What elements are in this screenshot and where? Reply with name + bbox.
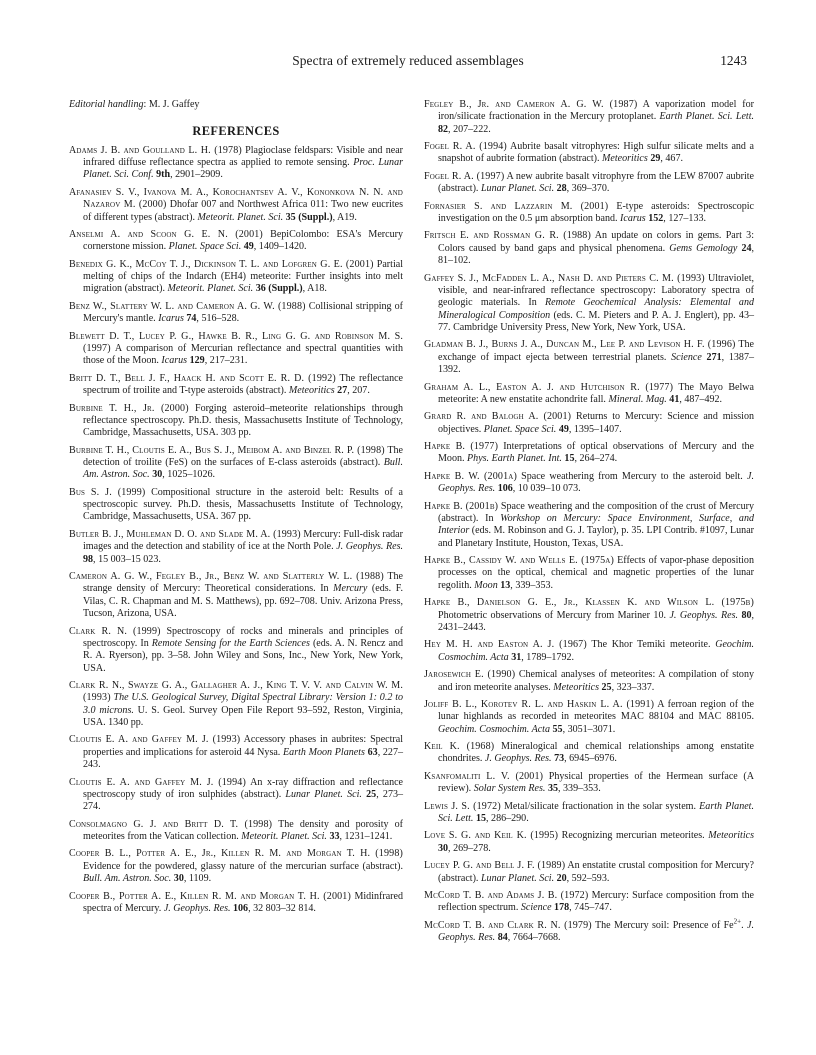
reference-pages: , 1109. bbox=[183, 873, 212, 885]
reference-entry bbox=[424, 273, 754, 335]
reference-title: Recognizing mercurian meteorites. bbox=[558, 830, 709, 842]
reference-title: Dhofar 007 and Northwest Africa 011: Two new eucrites of different types (abstract). bbox=[83, 199, 403, 223]
reference-volume: 74 bbox=[183, 313, 197, 325]
reference-pages: , 286–290. bbox=[486, 812, 529, 824]
reference-pages: , 7664–7668. bbox=[507, 932, 561, 944]
reference-title: Compositional structure in the asteroid belt: Results of a spectroscopic survey. Ph.D. thesis, Massachusetts Institute of Technology, Cambridge, Massachusetts, USA. 367 pp. bbox=[83, 486, 404, 523]
reference-title: Mercury: Full-disk radar images and the detection and stability of ice at the North Pole. bbox=[83, 528, 403, 553]
reference-entry bbox=[69, 680, 403, 729]
reference-journal: Solar System Res. bbox=[473, 783, 546, 795]
reference-journal: J. Geophys. Res. bbox=[163, 902, 231, 914]
reference-journal: Lunar Planet. Sci. bbox=[285, 788, 362, 800]
editorial-handling: Editorial handling: M. J. Gaffey bbox=[69, 99, 200, 110]
reference-title: The Mayo Belwa meteorite: A new enstatite achondrite fall. bbox=[438, 381, 754, 405]
reference-pages: , 323–337. bbox=[611, 681, 655, 693]
reference-authors: Anselmi A. and Scoon G. E. N. (2001) bbox=[69, 228, 263, 240]
reference-title: The exchange of impact ejecta between terrestrial planets. bbox=[438, 339, 754, 363]
reference-entry bbox=[69, 819, 403, 844]
reference-pages: , 339–353. bbox=[510, 579, 553, 591]
reference-entry bbox=[69, 373, 403, 398]
reference-title: Evidence for the powdered, glassy nature of the mercurian surface (abstract). bbox=[83, 860, 403, 872]
reference-list-right bbox=[424, 99, 754, 944]
reference-pages: , 369–370. bbox=[566, 183, 610, 195]
reference-volume: 30 bbox=[149, 469, 163, 481]
reference-volume: 24 bbox=[737, 242, 752, 254]
reference-title: Partial melting of chips of the Indarch (EH4) meteorite: Further insights into melt migration (abstract). bbox=[83, 258, 403, 295]
reference-entry bbox=[424, 860, 754, 885]
reference-authors: Benz W., Slattery W. L. and Cameron A. G. W. (1988) bbox=[69, 300, 306, 312]
reference-entry bbox=[424, 669, 754, 694]
reference-authors: Keil K. (1968) bbox=[424, 741, 495, 753]
reference-authors: Fegley B., Jr. and Cameron A. G. W. (1987) bbox=[424, 99, 638, 110]
reference-volume: 15 bbox=[561, 453, 575, 465]
reference-authors: Hapke B. W. (2001a) bbox=[424, 470, 517, 482]
editorial-role: Editorial handling bbox=[69, 99, 144, 110]
reference-entry bbox=[424, 830, 754, 855]
reference-volume: 25 bbox=[599, 681, 612, 693]
reference-volume: 35 bbox=[545, 783, 558, 795]
editorial-name: M. J. Gaffey bbox=[148, 99, 200, 110]
reference-journal: Lunar Planet. Sci. bbox=[480, 872, 555, 884]
reference-authors: Joliff B. L., Korotev R. L. and Haskin L. A. (1991) bbox=[424, 698, 655, 710]
reference-title: Plagioclase feldspars: Visible and near infrared diffuse reflectance spectra as applied to remote sensing. bbox=[83, 144, 403, 169]
reference-authors: Fornasier S. and Lazzarin M. (2001) bbox=[424, 200, 609, 212]
reference-journal: Meteoritics bbox=[288, 385, 335, 397]
reference-entry bbox=[424, 699, 754, 736]
reference-authors: Cameron A. G. W., Fegley B., Jr., Benz W. and Slatterly W. L. (1988) bbox=[69, 571, 384, 583]
reference-authors: Hapke B. (2001b) bbox=[424, 500, 499, 512]
reference-authors: Blewett D. T., Lucey P. G., Hawke B. R., Ling G. G. and Robinson M. S. (1997) bbox=[69, 330, 403, 354]
reference-title: Physical properties of the Hermean surface (A review). bbox=[438, 770, 754, 795]
reference-authors: Clark R. N. (1999) bbox=[69, 625, 161, 637]
reference-journal: Moon bbox=[474, 579, 498, 591]
reference-title: A vaporization model for iron/silicate fractionation in the Mercury protoplanet. bbox=[438, 99, 754, 123]
reference-title: Aubrite basalt vitrophyres: High sulfur silicate melts and a snapshot of aubrite formation (abstract). bbox=[438, 141, 755, 165]
reference-entry bbox=[424, 917, 754, 945]
reference-authors: Ksanfomaliti L. V. (2001) bbox=[424, 770, 544, 782]
page-number: 1243 bbox=[720, 53, 747, 68]
reference-journal: J. Geophys. Res. bbox=[484, 753, 552, 765]
reference-entry bbox=[424, 501, 754, 550]
reference-pages: , 15 003–15 023. bbox=[93, 553, 161, 565]
reference-pages: , 1387–1392. bbox=[438, 351, 755, 376]
reference-authors: Burbine T. H., Jr. (2000) bbox=[69, 402, 189, 414]
reference-entry bbox=[69, 145, 403, 182]
reference-authors: Jarosewich E. (1990) bbox=[424, 669, 516, 681]
reference-title: The density and porosity of meteorites from the Vatican collection. bbox=[83, 818, 403, 843]
reference-journal: J. Geophys. Res. bbox=[336, 541, 403, 553]
reference-authors: Fogel R. A. (1997) bbox=[424, 170, 505, 182]
reference-title: Chemical analyses of meteorites: A compilation of stony and iron meteorite analyses. bbox=[438, 669, 754, 693]
reference-title: Interpretations of optical observations of Mercury and the Moon. bbox=[438, 441, 754, 465]
reference-authors: Gladman B. J., Burns J. A., Duncan M., Lee P. and Levison H. F. (1996) bbox=[424, 339, 736, 351]
reference-journal: Workshop on Mercury: Space Environment, Surface, and Interior bbox=[438, 513, 755, 537]
reference-authors: Afanasiev S. V., Ivanova M. A., Korochantsev A. V., Kononkova N. N. and Nazarov M. (2000) bbox=[69, 186, 403, 211]
reference-volume: 20 bbox=[554, 872, 567, 884]
reference-entry bbox=[424, 890, 754, 915]
running-header bbox=[0, 53, 816, 73]
reference-title: Collisional stripping of Mercury's mantle. bbox=[83, 300, 403, 325]
reference-journal: Meteoritics bbox=[708, 830, 754, 842]
reference-journal: Proc. Lunar Planet. Sci. Conf. bbox=[83, 157, 403, 181]
reference-authors: Love S. G. and Keil K. (1995) bbox=[424, 830, 559, 842]
reference-journal: Earth Moon Planets bbox=[283, 746, 365, 758]
reference-entry bbox=[69, 301, 403, 326]
reference-journal: J. Geophys. Res. bbox=[438, 470, 754, 495]
reference-authors: Benedix G. K., McCoy T. J., Dickinson T. L. and Lofgren G. E. (2001) bbox=[69, 258, 374, 270]
reference-authors: Adams J. B. and Goulland L. H. (1978) bbox=[69, 144, 242, 156]
reference-pages: , 273–274. bbox=[83, 788, 404, 813]
reference-journal: Meteorit. Planet. Sci. bbox=[241, 831, 327, 843]
reference-title: Midinfrared spectra of Mercury. bbox=[83, 890, 403, 914]
reference-title: Effects of vapor-phase deposition processes on the optical, chemical and magnetic properties of the lunar regolith. bbox=[438, 555, 754, 591]
reference-title: Spectroscopy of rocks and minerals and principles of spectroscopy. In bbox=[83, 625, 403, 649]
reference-authors: Britt D. T., Bell J. F., Haack H. and Scott E. R. D. (1992) bbox=[69, 372, 336, 384]
reference-journal: Planet. Space Sci. bbox=[168, 241, 242, 253]
reference-volume: 80 bbox=[738, 609, 752, 621]
reference-volume: 31 bbox=[508, 651, 522, 663]
reference-journal: Science bbox=[520, 902, 552, 914]
reference-pages: , 127–133. bbox=[663, 213, 706, 225]
reference-pages: , 467. bbox=[660, 153, 683, 165]
reference-entry bbox=[424, 771, 754, 796]
reference-volume: 63 bbox=[364, 746, 378, 758]
reference-entry bbox=[424, 441, 754, 466]
reference-journal: Icarus bbox=[620, 213, 646, 225]
reference-entry bbox=[69, 529, 403, 566]
reference-volume: 98 bbox=[83, 553, 94, 565]
reference-journal: Phys. Earth Planet. Int. bbox=[467, 453, 562, 465]
references-heading: REFERENCES bbox=[192, 124, 280, 139]
reference-volume: 49 bbox=[241, 241, 254, 253]
reference-authors: Cloutis E. A. and Gaffey M. J. (1994) bbox=[69, 776, 246, 788]
reference-entry bbox=[69, 445, 403, 482]
reference-volume: 49 bbox=[556, 423, 569, 435]
reference-volume: 36 (Suppl.) bbox=[253, 283, 303, 295]
reference-entry bbox=[424, 230, 754, 267]
reference-authors: Butler B. J., Muhleman D. O. and Slade M. A. (1993) bbox=[69, 528, 301, 540]
reference-authors: Fritsch E. and Rossman G. R. (1988) bbox=[424, 230, 591, 242]
reference-journal: Remote Geochemical Analysis: Elemental and Mineralogical Composition bbox=[438, 297, 754, 321]
reference-entry bbox=[424, 171, 754, 196]
reference-authors: Clark R. N., Swayze G. A., Gallagher A. J., King T. V. V. and Calvin W. M. (1993) bbox=[69, 679, 403, 704]
reference-pages: , 6945–6976. bbox=[564, 753, 617, 765]
reference-entry bbox=[424, 801, 754, 826]
reference-entry bbox=[69, 403, 403, 440]
reference-volume: 73 bbox=[551, 753, 565, 765]
reference-entry bbox=[69, 229, 403, 254]
reference-authors: Hapke B., Cassidy W. and Wells E. (1975a) bbox=[424, 555, 614, 567]
reference-journal: J. Geophys. Res. bbox=[669, 609, 738, 621]
running-title: Spectra of extremely reduced assemblages bbox=[292, 53, 524, 68]
right-column bbox=[424, 99, 754, 950]
reference-pages: , 207–222. bbox=[448, 123, 491, 135]
reference-title: Mineralogical and chemical relationships among enstatite chondrites. bbox=[438, 741, 754, 765]
reference-journal: Bull. Am. Astron. Soc. bbox=[83, 457, 403, 481]
reference-volume: 129 bbox=[187, 355, 205, 367]
reference-authors: Grard R. and Balogh A. (2001) bbox=[424, 411, 572, 423]
reference-volume: 106 bbox=[230, 902, 249, 914]
reference-title: Photometric observations of Mercury from Mariner 10. bbox=[438, 609, 670, 621]
reference-pages: , 339–353. bbox=[558, 783, 601, 795]
reference-volume: 271 bbox=[701, 351, 722, 363]
reference-entry bbox=[69, 734, 403, 771]
reference-volume: 84 bbox=[495, 932, 508, 944]
reference-authors: Lewis J. S. (1972) bbox=[424, 800, 501, 812]
reference-journal: The U.S. Geological Survey, Digital Spectral Library: Version 1: 0.2 to 3.0 microns. bbox=[83, 692, 404, 716]
reference-entry bbox=[69, 626, 403, 675]
reference-authors: Burbine T. H., Cloutis E. A., Bus S. J., Meibom A. and Binzel R. P. (1998) bbox=[69, 444, 385, 456]
reference-volume: 55 bbox=[550, 723, 563, 735]
reference-list-left bbox=[69, 145, 403, 916]
reference-volume: 15 bbox=[473, 812, 487, 824]
reference-authors: Bus S. J. (1999) bbox=[69, 486, 146, 498]
reference-journal: Meteorit. Planet. Sci. bbox=[167, 283, 254, 295]
reference-authors: Consolmagno G. J. and Britt D. T. (1998) bbox=[69, 818, 273, 830]
reference-pages: , 10 039–10 073. bbox=[512, 483, 581, 495]
reference-title: The Khor Temiki meteorite. bbox=[586, 639, 716, 651]
reference-entry bbox=[424, 555, 754, 592]
reference-pages: , 516–528. bbox=[196, 313, 240, 325]
reference-title: The detection of troilite (FeS) on the surfaces of E-class asteroids (abstract). bbox=[83, 444, 403, 468]
reference-pages: , 2431–2443. bbox=[438, 609, 755, 633]
reference-volume: 25 bbox=[361, 788, 377, 800]
reference-pages: , 1409–1420. bbox=[253, 241, 307, 253]
reference-entry bbox=[69, 331, 403, 368]
reference-authors: Cooper B., Potter A. E., Killen R. M. and Morgan T. H. (2001) bbox=[69, 890, 351, 902]
reference-journal: Icarus bbox=[158, 313, 184, 325]
reference-title: The reflectance spectrum of troilite and T-type asteroids (abstract). bbox=[83, 372, 404, 397]
reference-pages: (eds. M. Robinson and G. J. Taylor), p. 35. LPI Contrib. #1097, Lunar and Planetary Institute, Houston, Texas, USA. bbox=[438, 525, 754, 549]
reference-title: A new aubrite basalt vitrophyre from the LEW 87007 aubrite (abstract). bbox=[438, 170, 754, 195]
reference-title: An enstatite crustal composition for Mercury? (abstract). bbox=[438, 860, 754, 884]
reference-authors: McCord T. B. and Adams J. B. (1972) bbox=[424, 889, 589, 901]
reference-pages: , 227–243. bbox=[83, 746, 404, 771]
reference-volume: 35 (Suppl.) bbox=[283, 211, 333, 223]
reference-title: E-type asteroids: Spectroscopic investigation on the 0.5 μm absorption band. bbox=[438, 200, 754, 225]
reference-authors: Hapke B., Danielson G. E., Jr., Klassen K. and Wilson L. (1975b) bbox=[424, 597, 754, 609]
reference-entry bbox=[424, 741, 754, 766]
reference-pages: , 745–747. bbox=[569, 902, 612, 914]
reference-title: The strange density of Mercury: Theoretical considerations. In bbox=[83, 571, 403, 595]
reference-pages: , 1395–1407. bbox=[568, 423, 622, 435]
reference-entry bbox=[424, 99, 754, 136]
reference-title: BepiColombo: ESA's Mercury cornerstone mission. bbox=[83, 228, 403, 253]
reference-journal: Earth Planet. Sci. Lett. bbox=[438, 800, 754, 824]
reference-pages: , 32 803–32 814. bbox=[248, 902, 316, 914]
reference-pages: (eds. A. N. Rencz and R. A. Ryerson), pp. 3–58. John Wiley and Sons, Inc., New York, New York, USA. bbox=[83, 637, 403, 674]
reference-pages: , 3051–3071. bbox=[562, 723, 616, 735]
reference-title: An update on colors in gems. Part 3: Colors caused by band gaps and physical phenomena. bbox=[438, 230, 755, 254]
reference-journal: J. Geophys. Res. bbox=[438, 919, 754, 944]
reference-pages: , 207. bbox=[347, 385, 370, 397]
reference-authors: Hapke B. (1977) bbox=[424, 441, 499, 453]
reference-pages: , 264–274. bbox=[574, 453, 618, 465]
reference-pages: , 2901–2909. bbox=[170, 169, 223, 181]
reference-title: An x-ray diffraction and reflectance spectroscopy study of iron sulphides (abstract). bbox=[83, 776, 404, 800]
reference-journal: Remote Sensing for the Earth Sciences bbox=[151, 637, 310, 649]
reference-pages: , A18. bbox=[302, 283, 327, 295]
reference-entry bbox=[424, 471, 754, 496]
reference-authors: Gaffey S. J., McFadden L. A., Nash D. and Pieters C. M. (1993) bbox=[424, 272, 705, 284]
reference-entry bbox=[69, 187, 403, 224]
reference-journal: Mineral. Mag. bbox=[608, 393, 667, 405]
reference-authors: McCord T. B. and Clark R. N. (1979) bbox=[424, 919, 592, 931]
reference-volume: 82 bbox=[438, 123, 449, 135]
reference-pages: , 487–492. bbox=[679, 393, 723, 405]
reference-entry bbox=[69, 891, 403, 916]
reference-journal: Gems Gemology bbox=[669, 242, 738, 254]
reference-pages: U. S. Geol. Survey Open File Report 93–592, Reston, Virginia, USA. 1340 pp. bbox=[83, 704, 403, 728]
reference-authors: Cloutis E. A. and Gaffey M. J. (1993) bbox=[69, 734, 241, 746]
reference-journal: Meteoritics bbox=[602, 153, 648, 165]
reference-volume: 29 bbox=[647, 153, 661, 165]
reference-pages: (eds. F. Vilas, C. R. Chapman and M. S. Matthews), pp. 692–708. Univ. Arizona Press, Tucson, Arizona, USA. bbox=[83, 583, 403, 620]
reference-volume: 30 bbox=[171, 873, 184, 885]
reference-title: A comparison of Mercurian reflectance and spectral quantities with those of the Moon. bbox=[83, 342, 403, 367]
reference-authors: Fogel R. A. (1994) bbox=[424, 141, 507, 153]
reference-volume: 27 bbox=[334, 385, 348, 397]
reference-entry bbox=[424, 639, 754, 664]
reference-volume: 41 bbox=[666, 393, 680, 405]
reference-entry bbox=[424, 411, 754, 436]
reference-journal: Science bbox=[671, 351, 702, 363]
reference-volume: 152 bbox=[645, 213, 664, 225]
reference-journal: Mercury bbox=[333, 583, 368, 595]
reference-title: Forging asteroid–meteorite relationships through reflectance spectroscopy. Ph.D. thesis, Massachusetts Institute of Technology, Cambridge, Massachusetts, USA. 303 pp. bbox=[83, 402, 403, 439]
reference-journal: Earth Planet. Sci. Lett. bbox=[659, 111, 754, 123]
reference-pages: , 1231–1241. bbox=[339, 831, 393, 843]
reference-journal: Lunar Planet. Sci. bbox=[480, 183, 555, 195]
reference-title: Mercury: Surface composition from the reflection spectrum. bbox=[438, 889, 754, 914]
reference-volume: 106 bbox=[495, 483, 513, 495]
reference-title: Space weathering and the composition of the crust of Mercury (abstract). In bbox=[438, 500, 754, 524]
reference-title: Ultraviolet, visible, and near-infrared reflectance spectroscopy: Laboratory spectra of geologic materials. In bbox=[438, 272, 755, 309]
reference-pages: (eds. C. M. Pieters and P. A. J. Englert), pp. 43–77. Cambridge University Press, New York, New York, USA. bbox=[438, 309, 754, 333]
superscript-charge: 2+ bbox=[733, 917, 742, 926]
reference-journal: Geochim. Cosmochim. Acta bbox=[438, 723, 550, 735]
reference-entry bbox=[424, 339, 754, 376]
reference-volume: 13 bbox=[497, 579, 511, 591]
reference-entry bbox=[424, 382, 754, 407]
reference-entry bbox=[424, 597, 754, 634]
reference-authors: Cooper B. L., Potter A. E., Jr., Killen R. M. and Morgan T. H. (1998) bbox=[69, 848, 403, 860]
reference-journal: Bull. Am. Astron. Soc. bbox=[83, 873, 172, 885]
reference-title: Accessory phases in aubrites: Spectral properties and implications for asteroid 44 Nysa. bbox=[83, 734, 403, 758]
reference-entry bbox=[69, 777, 403, 814]
reference-volume: 28 bbox=[554, 183, 567, 195]
reference-journal: Meteoritics bbox=[553, 681, 599, 693]
reference-entry bbox=[69, 259, 403, 296]
reference-volume: 178 bbox=[551, 902, 570, 914]
reference-pages: , 592–593. bbox=[566, 872, 610, 884]
reference-pages: , 217–231. bbox=[204, 355, 248, 367]
reference-entry bbox=[69, 571, 403, 620]
reference-title: The Mercury soil: Presence of $Fe^{2+}$. bbox=[591, 917, 748, 931]
reference-pages: , A19. bbox=[332, 211, 357, 223]
reference-pages: , 269–278. bbox=[448, 842, 491, 854]
reference-volume: 30 bbox=[438, 842, 449, 854]
reference-entry bbox=[69, 487, 403, 524]
reference-volume: 33 bbox=[326, 831, 340, 843]
reference-authors: Lucey P. G. and Bell J. F. (1989) bbox=[424, 860, 566, 872]
reference-pages: , 1025–1026. bbox=[162, 469, 216, 481]
reference-authors: Graham A. L., Easton A. J. and Hutchison R. (1977) bbox=[424, 381, 674, 393]
reference-journal: Meteorit. Planet. Sci. bbox=[197, 211, 284, 223]
reference-volume: 9th bbox=[153, 169, 171, 181]
reference-title: Space weathering from Mercury to the asteroid belt. bbox=[516, 470, 748, 482]
left-column bbox=[69, 99, 403, 920]
reference-journal: Icarus bbox=[161, 355, 188, 367]
reference-pages: , 81–102. bbox=[438, 242, 755, 267]
reference-journal: Planet. Space Sci. bbox=[483, 423, 557, 435]
reference-entry bbox=[424, 201, 754, 226]
reference-pages: , 1789–1792. bbox=[521, 651, 575, 663]
reference-title: Returns to Mercury: Science and mission objectives. bbox=[438, 411, 755, 435]
reference-entry bbox=[424, 141, 754, 166]
reference-authors: Hey M. H. and Easton A. J. (1967) bbox=[424, 639, 587, 651]
reference-title: A ferroan region of the lunar highlands as recorded in meteorites MAC 88104 and MAC 88105. bbox=[438, 698, 754, 723]
reference-journal: Geochim. Cosmochim. Acta bbox=[438, 639, 754, 663]
reference-title: Metal/silicate fractionation in the solar system. bbox=[500, 800, 700, 812]
reference-entry bbox=[69, 848, 403, 885]
